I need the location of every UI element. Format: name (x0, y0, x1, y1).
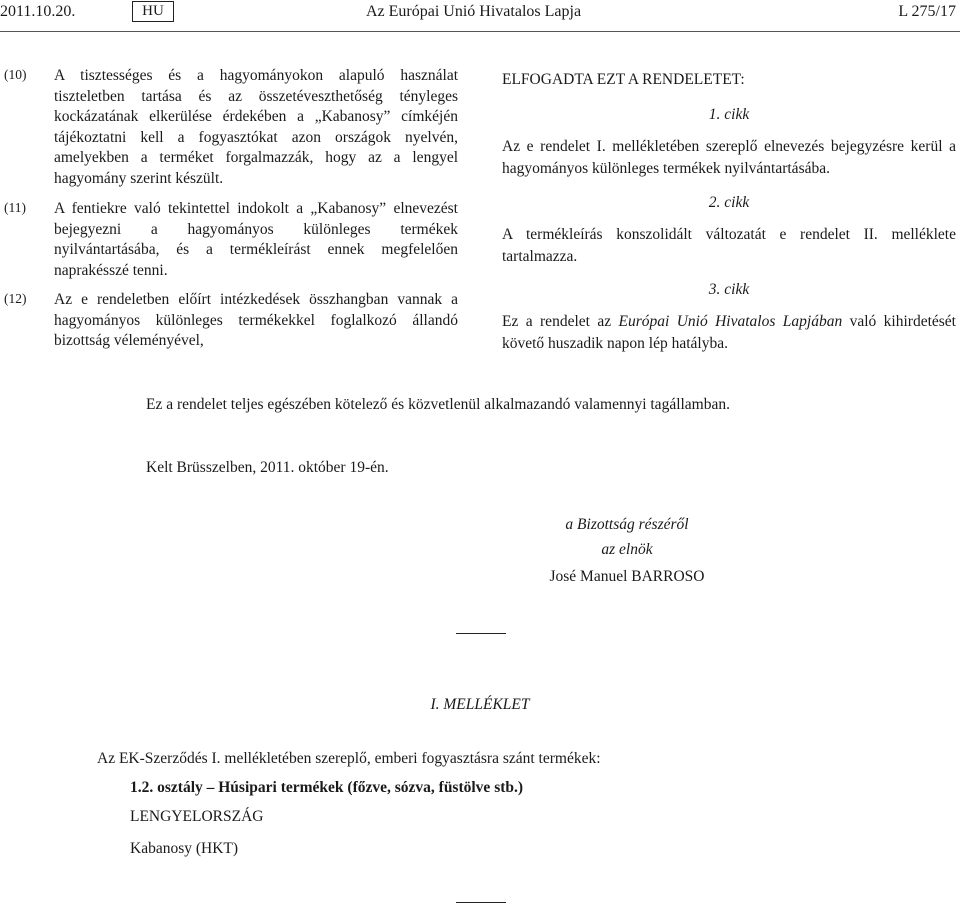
product-name: Kabanosy (HKT) (130, 840, 239, 857)
recital-text: A fentiekre való tekintettel indokolt a „Kabanosy” elnevezést bejegyezni a hagyományos különleges termékek nyilvántartásába, és a termékleírást ennek megfelelően naprakésszé tenni. (54, 200, 458, 279)
article-3-text-after: való kihirdetését követő huszadik napon lép hatályba. (502, 313, 956, 352)
separator-line (456, 633, 506, 634)
place-and-date: Kelt Brüsszelben, 2011. október 19-én. (146, 459, 389, 476)
product-class: 1.2. osztály – Húsipari termékek (főzve, sózva, füstölve stb.) (130, 779, 524, 796)
signatory-name: José Manuel BARROSO (549, 568, 705, 585)
recital-number: (11) (4, 200, 26, 215)
language-code-badge: HU (132, 1, 174, 22)
country-name: LENGYELORSZÁG (130, 808, 264, 825)
recital-number: (12) (4, 291, 27, 306)
annex-intro: Az EK-Szerződés I. mellékletében szereplő, emberi fogyasztásra szánt termékek: (97, 750, 601, 767)
header-rule (0, 31, 960, 32)
recital-10 (4, 66, 460, 191)
recital-text: A tisztességes és a hagyományokon alapuló használat tiszteletben tartása és az összetéveszthetőség tényleges kockázatának elkerülése érdekében a „Kabanosy” címkéjén tájékoztatni kell a fogyasztókat azon országok nyelvén, amelyekben a terméket forgalmazzák, hogy az a lengyel hagyomány szerint készült. (54, 67, 458, 187)
article-1-text: Az e rendelet I. mellékletében szereplő elnevezés bejegyzésre kerül a hagyományos különleges termékek nyilvántartásába. (502, 138, 956, 177)
recital-11 (4, 199, 460, 283)
signature-role: az elnök (601, 541, 653, 558)
signature-body: a Bizottság részéről (565, 516, 689, 533)
page-header (0, 0, 960, 26)
article-3-text (502, 311, 956, 354)
article-3-text-before: Ez a rendelet az (502, 313, 619, 330)
adopted-line: ELFOGADTA EZT A RENDELETET: (502, 71, 745, 88)
article-3-title: 3. cikk (708, 281, 750, 298)
recital-number: (10) (4, 67, 27, 82)
journal-title: Az Európai Unió Hivatalos Lapja (366, 3, 582, 20)
journal-name-italic: Európai Unió Hivatalos Lapjában (618, 313, 843, 330)
annex-title: I. MELLÉKLET (430, 696, 530, 713)
footer-separator-line (456, 902, 506, 903)
article-2-text: A termékleírás konszolidált változatát e rendelet II. melléklete tartalmazza. (502, 226, 956, 265)
binding-statement: Ez a rendelet teljes egészében kötelező és közvetlenül alkalmazandó valamennyi tagállamban. (146, 396, 730, 413)
publication-date: 2011.10.20. (0, 3, 76, 20)
recital-text: Az e rendeletben előírt intézkedések összhangban vannak a hagyományos különleges termékekkel foglalkozó állandó bizottság véleményével, (54, 291, 458, 349)
page-reference: L 275/17 (898, 3, 956, 20)
recital-12 (4, 290, 460, 354)
article-1-title: 1. cikk (708, 106, 750, 123)
article-2-title: 2. cikk (708, 194, 750, 211)
